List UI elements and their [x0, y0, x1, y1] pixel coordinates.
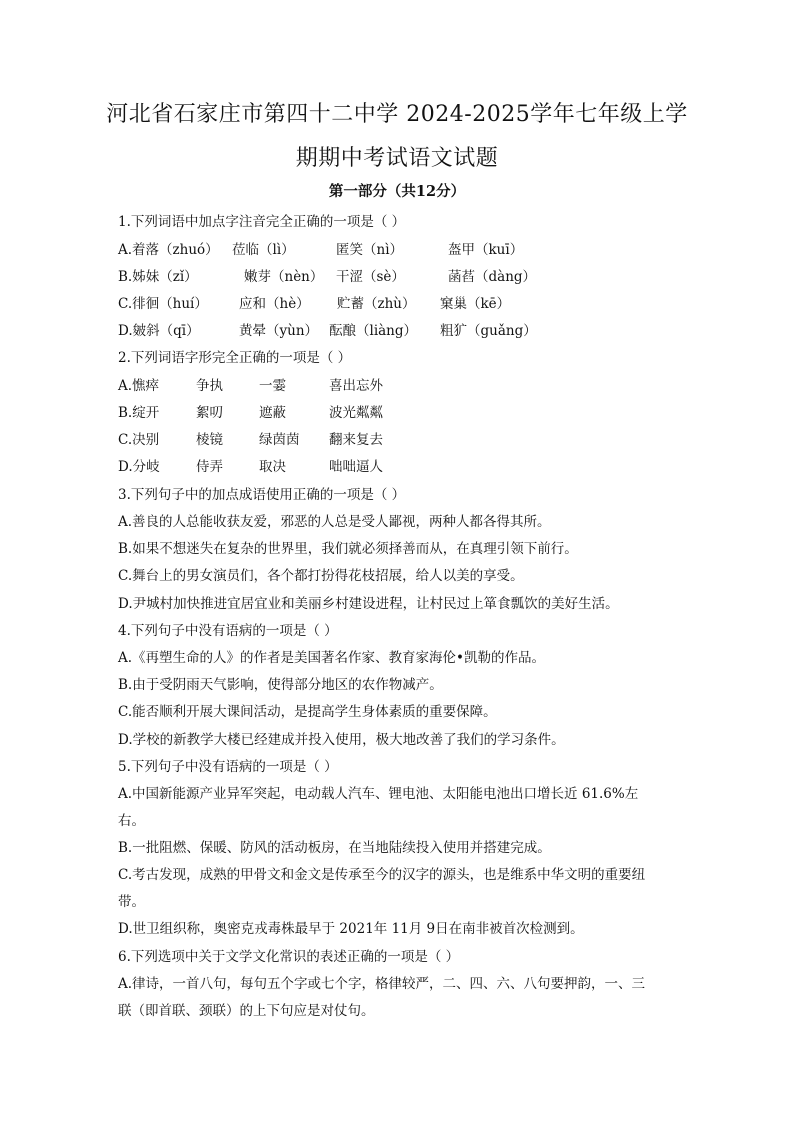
option-cell: 应和（hè）	[239, 296, 310, 312]
option-cell: B.绽开	[118, 405, 160, 421]
option-cell: 棱镜	[196, 432, 223, 448]
option-cell: 粗犷（guǎng）	[440, 323, 537, 339]
question-3-stem: 3.下列句子中的加点成语使用正确的一项是（ ）	[118, 487, 406, 503]
option-cell: 遮蔽	[259, 405, 286, 421]
question-4-option-d: D.学校的新教学大楼已经建成并投入使用，极大地改善了我们的学习条件。	[118, 732, 565, 748]
question-5-option-a-cont: 右。	[118, 813, 145, 829]
option-cell: 喜出忘外	[329, 378, 383, 394]
question-3-option-c: C.舞台上的男女演员们，各个都打扮得花枝招展，给人以美的享受。	[118, 568, 524, 584]
option-cell: 絮叨	[196, 405, 223, 421]
question-2-stem: 2.下列词语字形完全正确的一项是（ ）	[118, 350, 352, 366]
question-5-stem: 5.下列句子中没有语病的一项是（ ）	[118, 759, 338, 775]
question-5-option-c-cont: 带。	[118, 894, 145, 910]
option-cell: 翻来复去	[329, 432, 383, 448]
question-6-option-a: A.律诗，一首八句，每句五个字或七个字，格律较严，二、四、六、八句要押韵，一、三	[118, 976, 646, 992]
option-cell: 匿笑（nì）	[336, 242, 404, 258]
question-6-stem: 6.下列选项中关于文学文化常识的表述正确的一项是（ ）	[118, 949, 460, 965]
option-cell: 菡萏（dàng）	[448, 269, 537, 285]
option-cell: 一霎	[259, 378, 286, 394]
question-6-option-a-cont: 联（即首联、颈联）的上下句应是对仗句。	[118, 1003, 375, 1019]
question-5-option-b: B.一批阻燃、保暖、防风的活动板房，在当地陆续投入使用并搭建完成。	[118, 840, 551, 856]
option-cell: 绿茵茵	[259, 432, 300, 448]
option-cell: A.憔瘁	[118, 378, 160, 394]
option-cell: A.着落（zhuó）	[118, 242, 219, 258]
option-cell: D.皴斜（qī）	[118, 323, 200, 339]
option-cell: D.分岐	[118, 459, 160, 475]
question-3-option-b: B.如果不想迷失在复杂的世界里，我们就必须择善而从，在真理引领下前行。	[118, 541, 578, 557]
question-3-option-d: D.尹城村加快推进宜居宜业和美丽乡村建设进程，让村民过上箪食瓢饮的美好生活。	[118, 596, 619, 612]
option-cell: 黄晕（yùn）	[239, 323, 319, 339]
option-cell: 咄咄逼人	[329, 459, 383, 475]
option-cell: 莅临（lì）	[232, 242, 295, 258]
question-1-stem: 1.下列词语中加点字注音完全正确的一项是（ ）	[118, 214, 406, 230]
option-cell: B.姊妹（zǐ）	[118, 269, 198, 285]
option-cell: 波光粼粼	[329, 405, 383, 421]
option-cell: 取决	[259, 459, 286, 475]
question-4-stem: 4.下列句子中没有语病的一项是（ ）	[118, 623, 338, 639]
option-cell: 干涩（sè）	[336, 269, 405, 285]
question-4-option-c: C.能否顺利开展大课间活动，是提高学生身体素质的重要保障。	[118, 704, 497, 720]
option-cell: 盔甲（kuī）	[448, 242, 524, 258]
option-cell: 争执	[196, 378, 223, 394]
question-3-option-a: A.善良的人总能收获友爱，邪恶的人总是受人鄙视，两种人都各得其所。	[118, 514, 551, 530]
question-4-option-b: B.由于受阴雨天气影响，使得部分地区的农作物减产。	[118, 677, 443, 693]
option-cell: 窠巢（kē）	[440, 296, 511, 312]
section-heading: 第一部分（共12分）	[328, 183, 466, 200]
option-cell: 贮蓄（zhù）	[337, 296, 416, 312]
option-cell: C.徘徊（huí）	[118, 296, 208, 312]
question-5-option-a: A.中国新能源产业异军突起，电动载人汽车、锂电池、太阳能电池出口增长近 61.6%左	[118, 786, 639, 802]
question-5-option-d: D.世卫组织称，奥密克戎毒株最早于 2021年 11月 9日在南非被首次检测到。	[118, 921, 584, 937]
option-cell: 酝酿（liàng）	[329, 323, 418, 339]
option-cell: 嫩芽（nèn）	[244, 269, 324, 285]
question-5-option-c: C.考古发现，成熟的甲骨文和金文是传承至今的汉字的源头，也是维系中华文明的重要纽	[118, 867, 646, 883]
question-4-option-a: A.《再塑生命的人》的作者是美国著名作家、教育家海伦•凯勒的作品。	[118, 650, 546, 666]
option-cell: 侍弄	[196, 459, 223, 475]
exam-title-line2: 期期中考试语文试题	[295, 146, 499, 171]
exam-title-line1: 河北省石家庄市第四十二中学 2024-2025学年七年级上学	[106, 102, 688, 127]
option-cell: C.决别	[118, 432, 160, 448]
